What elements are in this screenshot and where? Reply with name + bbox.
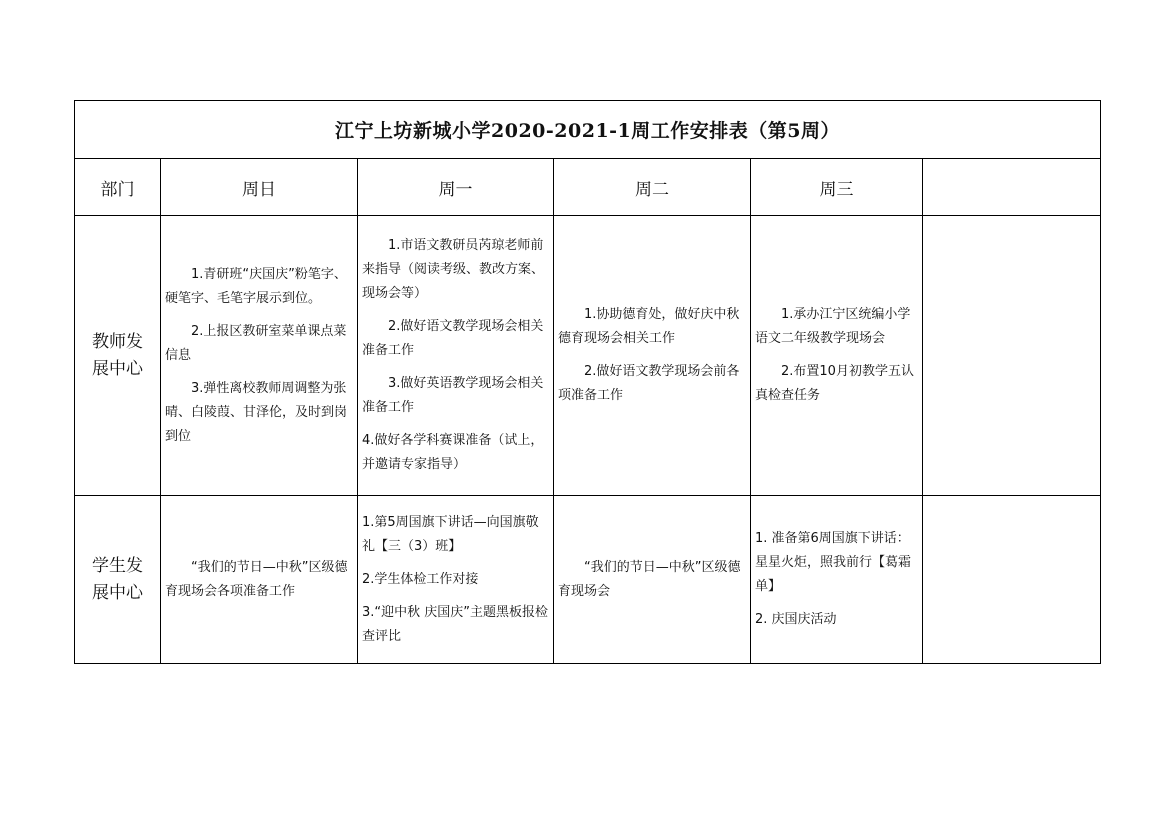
task-item: “我们的节日—中秋”区级德育现场会各项准备工作 (165, 559, 348, 599)
cell-student-monday (358, 496, 554, 664)
weekly-schedule-table (74, 100, 1101, 664)
task-item: 1.青研班“庆国庆”粉笔字、硬笔字、毛笔字展示到位。 (165, 266, 347, 306)
task-item: 2.布置10月初教学五认真检查任务 (755, 364, 914, 403)
cell-teacher-wednesday (751, 216, 923, 496)
dept-line: 教师发 (92, 331, 143, 352)
header-tuesday: 周二 (554, 159, 751, 216)
dept-line: 展中心 (92, 358, 143, 379)
header-empty (923, 159, 1101, 216)
cell-teacher-empty (923, 216, 1101, 496)
task-item: 1.市语文教研员芮琼老师前来指导（阅读考级、教改方案、现场会等） (362, 238, 545, 301)
task-item: 4.做好各学科赛课准备（试上，并邀请专家指导） (362, 433, 544, 472)
cell-teacher-tuesday (554, 216, 751, 496)
table-title: 江宁上坊新城小学2020-2021-1周工作安排表（第5周） (75, 101, 1101, 159)
title-row (75, 101, 1101, 159)
header-wednesday: 周三 (751, 159, 923, 216)
task-item: 3.弹性离校教师周调整为张晴、白陵葭、甘泽伦，及时到岗到位 (165, 380, 348, 444)
cell-student-wednesday (751, 496, 923, 664)
cell-student-tuesday (554, 496, 751, 664)
header-dept: 部门 (75, 159, 161, 216)
dept-line: 学生发 (92, 555, 143, 576)
task-item: 3.做好英语教学现场会相关准备工作 (362, 376, 544, 415)
task-item: 1.第5周国旗下讲话—向国旗敬礼【三（3）班】 (362, 514, 539, 554)
task-item: 2.做好语文教学现场会相关准备工作 (362, 319, 544, 358)
task-item: “我们的节日—中秋”区级德育现场会 (558, 559, 741, 599)
task-item: 2.上报区教研室菜单课点菜信息 (165, 323, 347, 363)
dept-teacher-development (75, 216, 161, 496)
table-row (75, 496, 1101, 664)
task-item: 2. 庆国庆活动 (755, 612, 837, 627)
header-monday: 周一 (358, 159, 554, 216)
task-item: 1. 准备第6周国旗下讲话：星星火炬，照我前行【葛霜单】 (755, 531, 912, 594)
table-row (75, 216, 1101, 496)
cell-student-empty (923, 496, 1101, 664)
header-row (75, 159, 1101, 216)
dept-line: 展中心 (92, 582, 143, 603)
task-item: 3.“迎中秋 庆国庆”主题黑板报检查评比 (362, 604, 549, 644)
task-item: 1.协助德育处，做好庆中秋德育现场会相关工作 (558, 307, 740, 346)
cell-teacher-sunday (161, 216, 358, 496)
cell-student-sunday (161, 496, 358, 664)
task-item: 2.做好语文教学现场会前各项准备工作 (558, 364, 740, 403)
header-sunday: 周日 (161, 159, 358, 216)
task-item: 1.承办江宁区统编小学语文二年级教学现场会 (755, 307, 911, 346)
cell-teacher-monday (358, 216, 554, 496)
dept-student-development (75, 496, 161, 664)
task-item: 2.学生体检工作对接 (362, 571, 479, 587)
